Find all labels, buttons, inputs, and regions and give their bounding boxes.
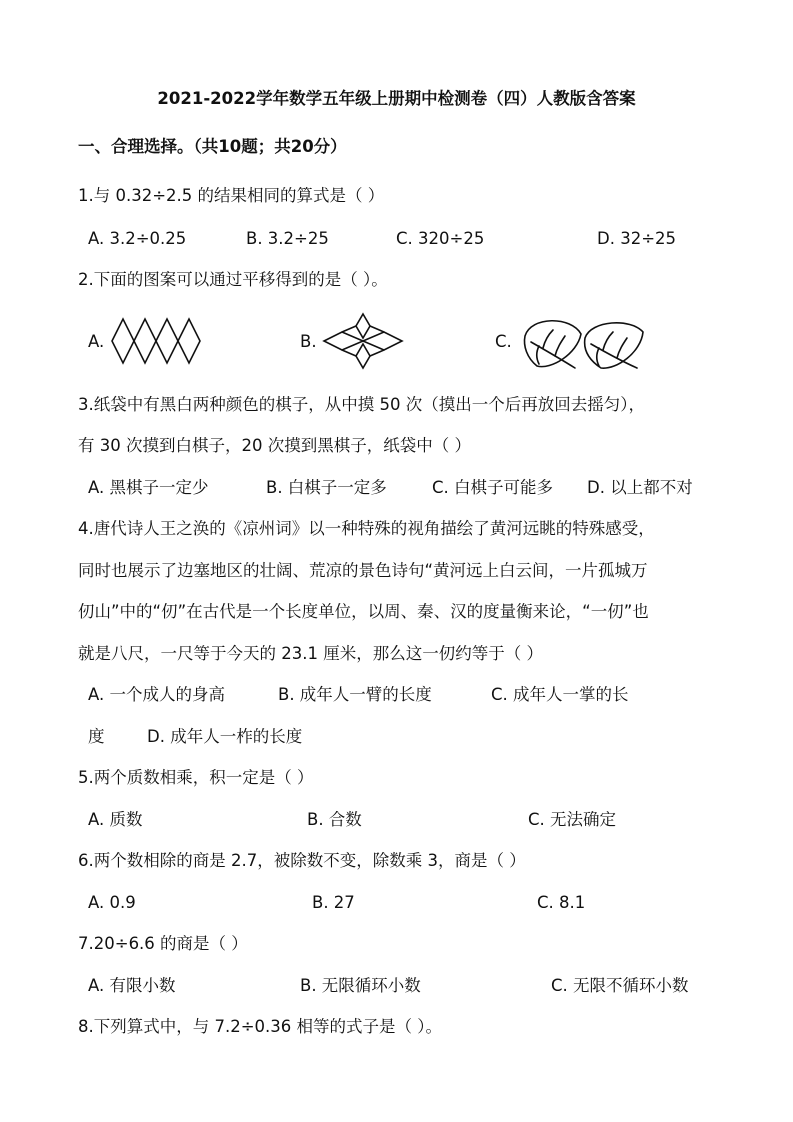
q5-option-c: C. 无法确定: [528, 810, 617, 829]
q1-option-c: C. 320÷25: [396, 229, 485, 248]
q4-option-b: B. 成年人一臂的长度: [278, 685, 432, 704]
q6-option-b: B. 27: [312, 893, 355, 912]
question-2-text: 2.下面的图案可以通过平移得到的是（ ）。: [78, 270, 388, 289]
two-leaves-icon: [521, 314, 647, 372]
q6-option-a: A. 0.9: [88, 893, 136, 912]
q3-option-c: C. 白棋子可能多: [432, 478, 554, 497]
question-4-line-2: 同时也展示了边塞地区的壮阔、荒凉的景色诗句“黄河远上白云间，一片孤城万: [78, 561, 648, 580]
question-7-text: 7.20÷6.6 的商是（ ）: [78, 934, 248, 953]
q1-option-d: D. 32÷25: [597, 229, 677, 248]
q2-label-c: C.: [495, 332, 512, 351]
q1-option-b: B. 3.2÷25: [246, 229, 329, 248]
section-heading: 一、合理选择。（共10题；共20分）: [78, 137, 347, 156]
q5-option-a: A. 质数: [88, 810, 143, 829]
question-3-line-2: 有 30 次摸到白棋子，20 次摸到黑棋子，纸袋中（ ）: [78, 436, 471, 455]
q2-label-a: A.: [88, 332, 105, 351]
question-5-text: 5.两个质数相乘，积一定是（ ）: [78, 768, 314, 787]
question-1-text: 1.与 0.32÷2.5 的结果相同的算式是（ ）: [78, 186, 385, 205]
q4-option-a: A. 一个成人的身高: [88, 685, 225, 704]
diamond-chain-icon: [112, 318, 208, 364]
q6-option-c: C. 8.1: [537, 893, 586, 912]
star-pattern-icon: [322, 312, 404, 370]
question-4-line-3: 仞山”中的“仞”在古代是一个长度单位，以周、秦、汉的度量衡来论，“一仞”也: [78, 602, 649, 621]
q7-option-b: B. 无限循环小数: [300, 976, 421, 995]
question-4-line-4: 就是八尺，一尺等于今天的 23.1 厘米，那么这一仞约等于（ ）: [78, 644, 543, 663]
q7-option-a: A. 有限小数: [88, 976, 176, 995]
q1-option-a: A. 3.2÷0.25: [88, 229, 187, 248]
q7-option-c: C. 无限不循环小数: [551, 976, 689, 995]
q3-option-b: B. 白棋子一定多: [266, 478, 387, 497]
q2-label-b: B.: [300, 332, 317, 351]
page-title: 2021-2022学年数学五年级上册期中检测卷（四）人教版含答案: [157, 89, 636, 108]
question-6-text: 6.两个数相除的商是 2.7，被除数不变，除数乘 3，商是（ ）: [78, 851, 526, 870]
question-4-line-1: 4.唐代诗人王之涣的《凉州词》以一种特殊的视角描绘了黄河远眺的特殊感受，: [78, 519, 655, 538]
question-8-text: 8.下列算式中，与 7.2÷0.36 相等的式子是（ ）。: [78, 1017, 443, 1036]
q3-option-a: A. 黑棋子一定少: [88, 478, 209, 497]
q5-option-b: B. 合数: [307, 810, 362, 829]
q3-option-d: D. 以上都不对: [587, 478, 693, 497]
question-3-line-1: 3.纸袋中有黑白两种颜色的棋子，从中摸 50 次（摸出一个后再放回去摇匀），: [78, 395, 645, 414]
q4-option-c-continued: 度: [88, 727, 105, 746]
q4-option-d: D. 成年人一柞的长度: [147, 727, 303, 746]
q4-option-c: C. 成年人一掌的长: [491, 685, 629, 704]
